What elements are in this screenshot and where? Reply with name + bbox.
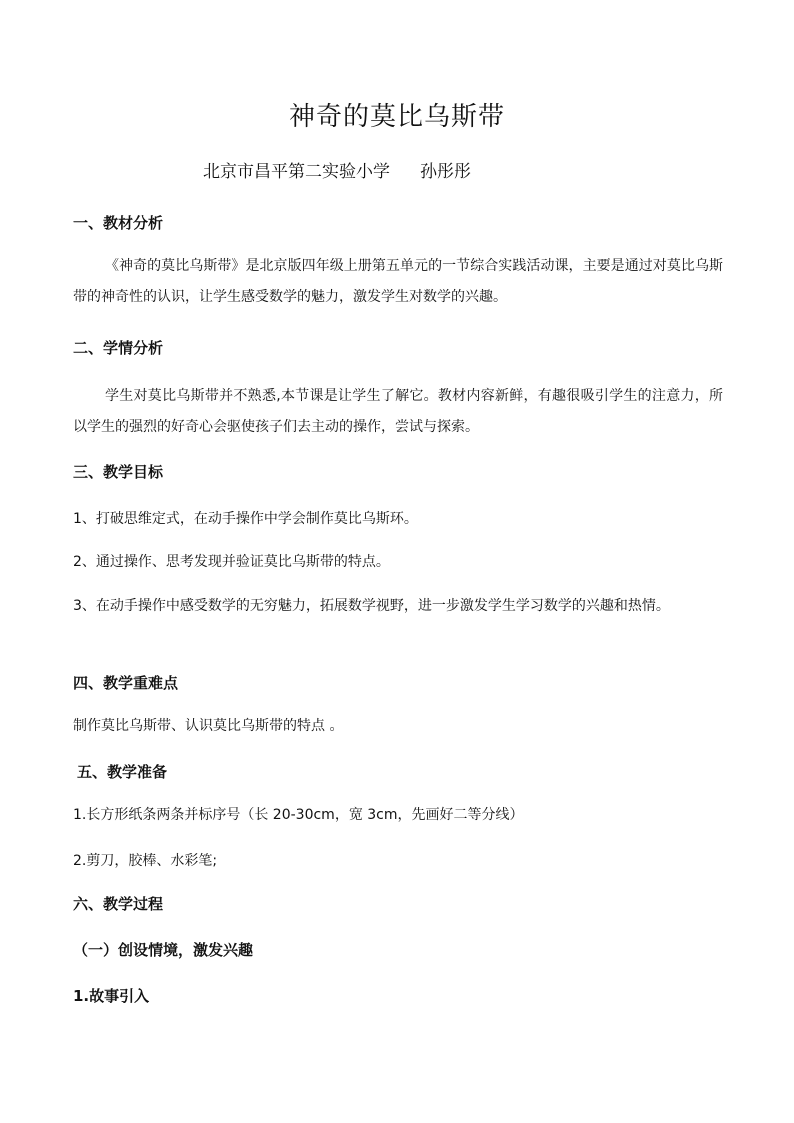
document-byline — [203, 160, 471, 184]
section-paragraph-textbook-analysis: 《神奇的莫比乌斯带》是北京版四年级上册第五单元的一节综合实践活动课，主要是通过对莫比乌斯带的神奇性的认识，让学生感受数学的魅力，激发学生对数学的兴趣。 — [73, 258, 723, 305]
section-heading-key-points: 四、教学重难点 — [73, 674, 179, 692]
goal-item-3: 3、在动手操作中感受数学的无穷魅力，拓展数学视野，进一步激发学生学习数学的兴趣和热情。 — [73, 598, 670, 614]
document-title: 神奇的莫比乌斯带 — [288, 102, 505, 132]
preparation-item-2: 2.剪刀，胶棒、水彩笔; — [73, 853, 218, 869]
goal-item-2: 2、通过操作、思考发现并验证莫比乌斯带的特点。 — [73, 554, 390, 570]
key-points-text: 制作莫比乌斯带、认识莫比乌斯带的特点 。 — [73, 718, 344, 734]
section-heading-teaching-goals: 三、教学目标 — [73, 463, 164, 481]
author-name: 孙彤彤 — [420, 162, 471, 182]
subsection-heading-story-intro: 1.故事引入 — [73, 987, 150, 1005]
school-name: 北京市昌平第二实验小学 — [203, 162, 390, 182]
goal-item-1: 1、打破思维定式，在动手操作中学会制作莫比乌斯环。 — [73, 511, 418, 527]
subsection-heading-create-context: （一）创设情境，激发兴趣 — [73, 941, 254, 959]
section-heading-teaching-process: 六、教学过程 — [73, 895, 164, 913]
section-heading-textbook-analysis: 一、教材分析 — [73, 214, 164, 232]
section-paragraph-student-analysis: 学生对莫比乌斯带并不熟悉,本节课是让学生了解它。教材内容新鲜，有趣很吸引学生的注意力，所以学生的强烈的好奇心会驱使孩子们去主动的操作，尝试与探索。 — [73, 388, 723, 435]
section-heading-student-analysis: 二、学情分析 — [73, 339, 164, 357]
section-heading-preparation: 五、教学准备 — [77, 763, 168, 781]
preparation-item-1: 1.长方形纸条两条并标序号（长 20-30cm，宽 3cm，先画好二等分线） — [73, 807, 524, 823]
